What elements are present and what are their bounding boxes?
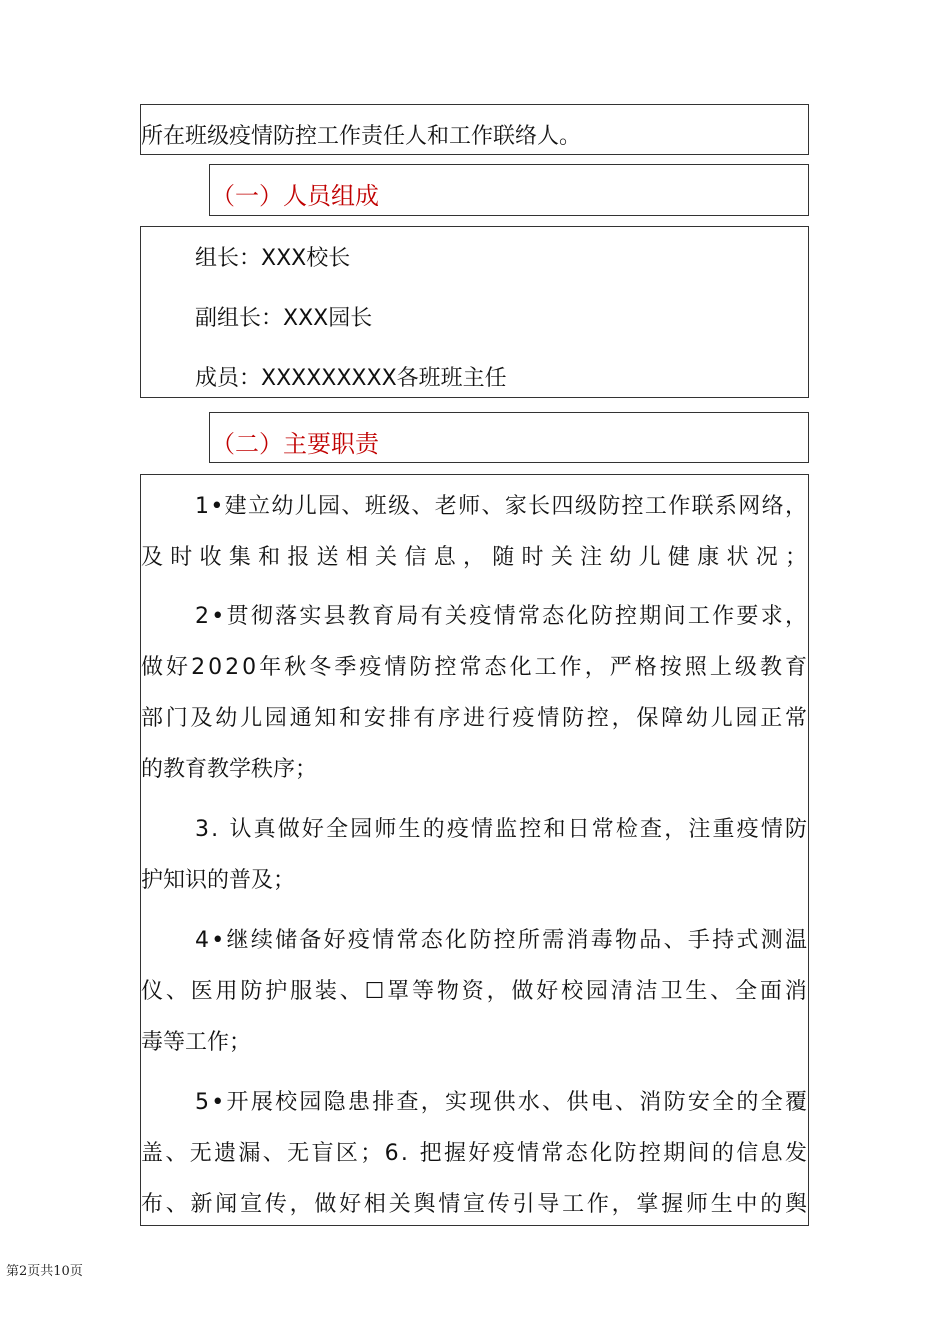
duty-line: 仪、医用防护服装、☐罩等物资，做好校园清洁卫生、全面消: [141, 979, 810, 1004]
intro-text: 所在班级疫情防控工作责任人和工作联络人。: [141, 124, 582, 149]
duty-line: 的教育教学秩序；: [141, 757, 318, 782]
duty-line: 3. 认真做好全园师生的疫情监控和日常检查，注重疫情防: [195, 817, 810, 842]
deputy-line: 副组长：XXX园长: [195, 306, 373, 331]
duty-line: 5•开展校园隐患排查，实现供水、供电、消防安全的全覆: [195, 1090, 810, 1115]
leader-line: 组长：XXX校长: [195, 246, 351, 271]
members-line: 成员：XXXXXXXXX各班班主任: [195, 366, 507, 391]
duty-line: 毒等工作；: [141, 1030, 252, 1055]
page-number: 第2页共10页: [6, 1264, 83, 1279]
duty-line: 护知识的普及；: [141, 868, 296, 893]
section2-heading: （二）主要职责: [211, 430, 379, 458]
duty-line: 及时收集和报送相关信息，随时关注幼儿健康状况；: [141, 545, 815, 570]
duty-line: 做好2020年秋冬季疫情防控常态化工作，严格按照上级教育: [141, 655, 811, 680]
duty-line: 4•继续储备好疫情常态化防控所需消毒物品、手持式测温: [195, 928, 810, 953]
section1-heading: （一）人员组成: [211, 182, 379, 210]
duty-line: 盖、无遗漏、无盲区；6. 把握好疫情常态化防控期间的信息发: [141, 1141, 810, 1166]
duty-line: 部门及幼儿园通知和安排有序进行疫情防控，保障幼儿园正常: [141, 706, 810, 731]
duty-line: 布、新闻宣传，做好相关舆情宣传引导工作，掌握师生中的舆: [141, 1192, 810, 1217]
duty-line: 2•贯彻落实县教育局有关疫情常态化防控期间工作要求，: [195, 604, 810, 629]
duty-line: 1•建立幼儿园、班级、老师、家长四级防控工作联系网络，: [195, 494, 809, 519]
